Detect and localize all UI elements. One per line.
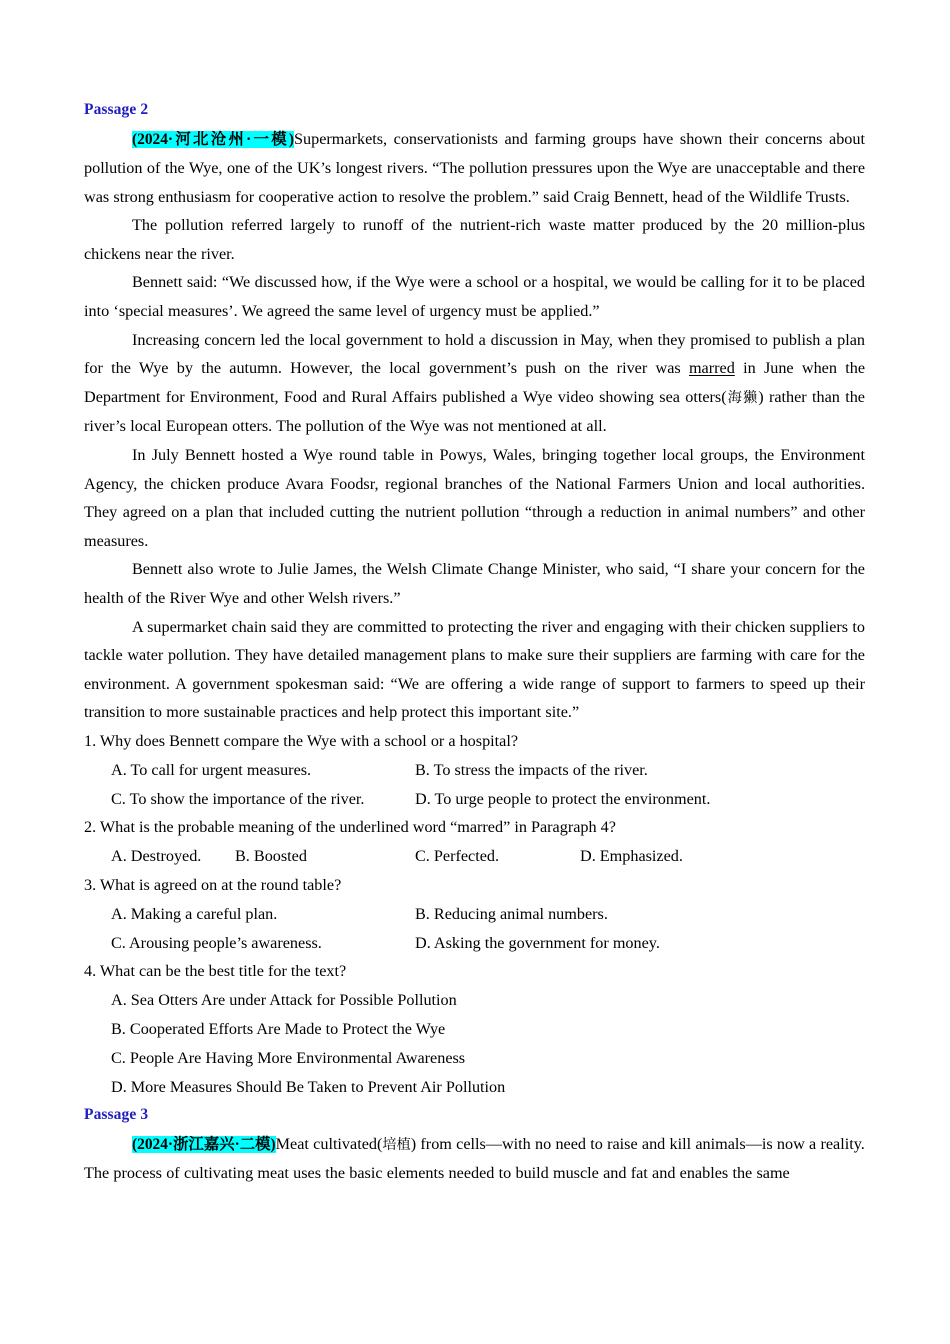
- question-3-options-row-2: [84, 929, 865, 958]
- document-body: [84, 96, 865, 1188]
- question-2-options-row: [84, 842, 865, 871]
- question-3-option-c[interactable]: C. Arousing people’s awareness.: [111, 933, 322, 952]
- question-4: [84, 957, 865, 1101]
- paragraph-4-chinese-gloss: 海獭: [726, 389, 759, 406]
- question-3-option-b[interactable]: B. Reducing animal numbers.: [415, 904, 608, 923]
- passage-3-heading: Passage 3: [84, 1106, 149, 1124]
- passage-2-source-tag: (2024·河北沧州·一模): [132, 130, 295, 148]
- question-4-option-c[interactable]: C. People Are Having More Environmental Awareness: [111, 1048, 466, 1067]
- passage-2-heading: Passage 2: [84, 101, 149, 118]
- question-1-stem: 1. Why does Bennett compare the Wye with a school or a hospital?: [84, 731, 519, 750]
- question-3-stem: 3. What is agreed on at the round table?: [84, 875, 342, 894]
- passage-2-paragraph-4: [84, 326, 865, 441]
- paragraph-4-text-middle: in June when the Department for Environment, Food and Rural Affairs published a Wye video showing sea otters(: [84, 359, 866, 406]
- passage-2-paragraph-1-text: Supermarkets, conservationists and farming groups have shown their concerns about pollution of the Wye, one of the UK’s longest rivers. “The pollution pressures upon the Wye are unacceptable and there was strong enthusiasm for cooperative action to resolve the problem.” said Craig Bennett, head of the Wildlife Trusts.: [84, 129, 865, 206]
- passage-3-source-tag: (2024·浙江嘉兴·二模): [132, 1135, 276, 1153]
- passage-3-text-before: Meat cultivated(: [275, 1134, 383, 1153]
- question-4-option-b[interactable]: B. Cooperated Efforts Are Made to Protect the Wye: [111, 1019, 446, 1038]
- question-2-option-c[interactable]: C. Perfected.: [415, 847, 500, 866]
- question-4-option-d[interactable]: D. More Measures Should Be Taken to Prevent Air Pollution: [111, 1077, 506, 1096]
- question-4-stem: 4. What can be the best title for the text?: [84, 962, 347, 981]
- passage-2-paragraph-6: Bennett also wrote to Julie James, the Welsh Climate Change Minister, who said, “I share your concern for the health of the River Wye and other Welsh rivers.”: [84, 560, 865, 607]
- paragraph-4-text-before: Increasing concern led the local government to hold a discussion in May, when they promised to publish a plan for the Wye by the autumn. However, the local government’s push on the river was: [84, 330, 865, 378]
- question-1-option-d[interactable]: D. To urge people to protect the environment.: [415, 789, 711, 808]
- question-1-option-b[interactable]: B. To stress the impacts of the river.: [415, 760, 648, 779]
- underlined-word-marred: marred: [688, 359, 735, 378]
- passage-2-paragraph-3: Bennett said: “We discussed how, if the Wye were a school or a hospital, we would be calling for it to be placed into ‘special measures’. We agreed the same level of urgency must be applied.”: [84, 273, 865, 321]
- passage-3-text-after: ) from cells—with no need to raise and kill animals—is now a reality. The process of cultivating meat uses the basic elements needed to build muscle and fat and enables the same: [84, 1134, 865, 1183]
- passage-3-chinese-gloss: 培植: [382, 1136, 411, 1153]
- passage-2-paragraph-7: A supermarket chain said they are committed to protecting the river and engaging with their chicken suppliers to tackle water pollution. They have detailed management plans to make sure their suppliers are farming with care for the environment. A government spokesman said: “We are offering a wide range of support to farmers to speed up their transition to more sustainable practices and help protect this important site.”: [84, 617, 865, 722]
- question-4-option-a[interactable]: A. Sea Otters Are under Attack for Possible Pollution: [111, 991, 457, 1010]
- question-1-options-row-1: [84, 756, 865, 785]
- paragraph-4-text-after: ) rather than the river’s local European otters. The pollution of the Wye was not mentioned at all.: [84, 387, 865, 436]
- question-2-option-a[interactable]: A. Destroyed.: [111, 847, 202, 866]
- passage-2-paragraph-1: [84, 125, 865, 212]
- passage-2-paragraph-5: In July Bennett hosted a Wye round table in Powys, Wales, bringing together local groups, the Environment Agency, the chicken produce Avara Foodsr, regional branches of the National Farmers Union and local authorities. They agreed on a plan that included cutting the nutrient pollution “through a reduction in animal numbers” and other measures.: [84, 446, 865, 550]
- question-3-options-row-1: [84, 900, 865, 929]
- passage-3-paragraph-1: [84, 1130, 865, 1188]
- question-2-option-b[interactable]: B. Boosted: [235, 847, 307, 866]
- question-3-option-d[interactable]: D. Asking the government for money.: [415, 933, 660, 952]
- passage-2-paragraph-2: The pollution referred largely to runoff of the nutrient-rich waste matter produced by the 20 million-plus chickens near the river.: [84, 216, 865, 263]
- question-1: [84, 727, 865, 813]
- question-1-options-row-2: [84, 785, 865, 814]
- question-2-stem: 2. What is the probable meaning of the underlined word “marred” in Paragraph 4?: [84, 818, 616, 837]
- question-3-option-a[interactable]: A. Making a careful plan.: [111, 904, 278, 923]
- question-2-option-d[interactable]: D. Emphasized.: [580, 847, 683, 866]
- question-1-option-c[interactable]: C. To show the importance of the river.: [111, 789, 365, 808]
- question-3: [84, 871, 865, 957]
- question-1-option-a[interactable]: A. To call for urgent measures.: [111, 760, 312, 779]
- question-2: [84, 813, 865, 871]
